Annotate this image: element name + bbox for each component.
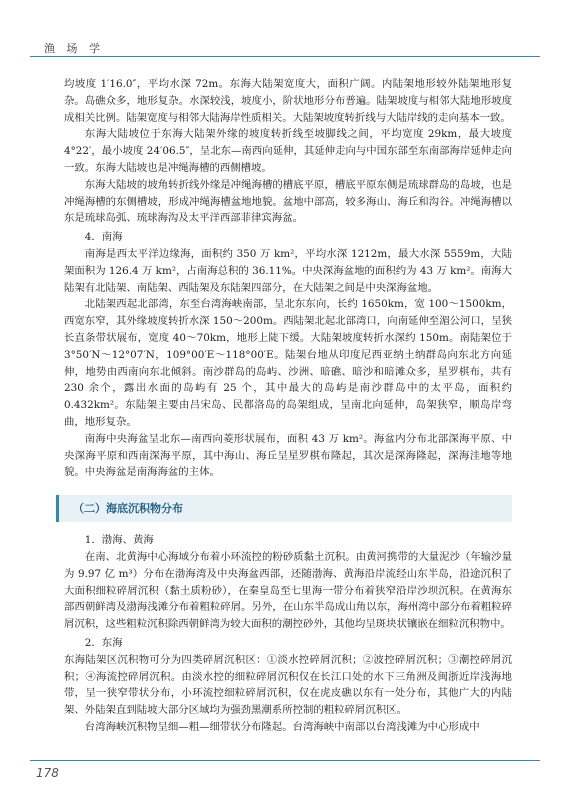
running-title: 渔 场 学 xyxy=(44,42,104,55)
section-heading: （二）海底沉积物分布 xyxy=(56,495,512,522)
paragraph: 北陆架西起北部湾，东至台湾海峡南部，呈北东东向，长约 1650km，宽 100～1500km，西宽东窄，其外缘坡度转折水深 150～200m。西陆架北起北部湾口，向南延伸至湄公河口，呈狭长直条带状展布，宽度 40～70km，地形上陡下缓。大陆架坡度转折水深约 150m。南陆架位于 3°50′N～12°07′N，109°00′E～118°00′E。陆架台地从印度尼西亚纳土纳群岛向东北方向延伸，地势由西南向东北倾斜。南沙群岛的岛屿、沙洲、暗礁、暗沙和暗滩众多，星罗棋布，共有 230 余个，露出水面的岛屿有 25 个，其中最大的岛屿是南沙群岛中的太平岛，面积约 0.432km²。东陆架主要由吕宋岛、民都洛岛的岛架组成，呈南北向延伸，岛架狭窄，顺岛岸弯曲，地形复杂。 xyxy=(64,298,512,428)
body-text xyxy=(64,76,512,736)
footer-rule xyxy=(30,760,540,761)
subsection-heading-bohai: 1．渤海、黄海 xyxy=(84,534,154,547)
subsection-heading-nanhai: 4．南海 xyxy=(84,231,123,244)
paragraph: 东海大陆坡的坡角转折线外缘是冲绳海槽的槽底平原，槽底平原东侧是琉球群岛的岛坡，也是冲绳海槽的东侧槽坡，形成冲绳海槽盆地地貌。盆地中部高，较多海山、海丘和沟谷。冲绳海槽以东是琉球岛弧、琉球海沟及太平洋西部菲律宾海盆。 xyxy=(64,178,512,225)
header-rule xyxy=(30,56,540,57)
paragraph: 东海大陆坡位于东海大陆架外缘的坡度转折线至坡脚线之间，平均宽度 29km，最大坡度 4°22′，最小坡度 24′06.5″，呈北东—南西向延伸，其延伸走向与中国东部至东南部海岸延伸走向一致。东海大陆坡也是冲绳海槽的西侧槽坡。 xyxy=(64,128,512,174)
page-number: 178 xyxy=(36,766,59,780)
paragraph: 南海是西太平洋边缘海，面积约 350 万 km²，平均水深 1212m，最大水深 5559m，大陆架面积为 126.4 万 km²，占南海总积的 36.11%。中央深海盆地的面积约为 43 万 km²。南海大陆架有北陆架、南陆架、西陆架及东陆架四部分，在大陆架之间是中央深海盆地。 xyxy=(64,247,512,294)
page-footer xyxy=(0,748,570,800)
paragraph: 南海中央海盆呈北东—南西向菱形状展布，面积 43 万 km²。海盆内分布北部深海平原、中央深海平原和西南深海平原，其中海山、海丘呈星罗棋布隆起，其次是深海隆起，深海洼地等地貌。中央海盆是南海海盆的主体。 xyxy=(64,432,512,479)
paragraph: 在南、北黄海中心海域分布着小环流控的粉砂质黏土沉积。由黄河携带的大量泥沙（年输沙量为 9.97 亿 m³）分布在渤海湾及中央海盆西部，还随渤海、黄海沿岸流经山东半岛，沿途沉积了大面积细粒碎屑沉积（黏土质粉砂），在秦皇岛至七里海一带分布着狭窄沿岸沙坝沉积。在黄海东部西朝鲜湾及渤海浅滩分布着粗粒碎屑。另外，在山东半岛成山角以东，海州湾中部分布着粗粒碎屑沉积，这些粗粒沉积除西朝鲜湾为较大面积的潮控砂外，其他均呈斑块状镶嵌在细粒沉积物中。 xyxy=(64,550,512,631)
paragraph: 均坡度 1′16.0″，平均水深 72m。东海大陆架宽度大，面积广阔。内陆架地形较外陆架地形复杂。岛礁众多，地形复杂。水深较浅，坡度小，阶状地形分布普遍。陆架坡度与相邻大陆地形坡度成相关比例。陆架宽度与相邻大陆海岸性质相关。大陆架坡度转折线与大陆岸线的走向基本一致。 xyxy=(64,78,512,124)
paragraph: 东海陆架区沉积物可分为四类碎屑沉积区：①淡水控碎屑沉积；②波控碎屑沉积；③潮控碎屑沉积；④海流控碎屑沉积。由淡水控的细粒碎屑沉积仅在长江口处的水下三角洲及闽浙近岸浅海地带，呈一狭窄带状分布，小环流控细粒碎屑沉积，仅在虎皮礁以东有一处分布，其他广大的内陆架、外陆架直到陆坡大部分区域均为强劲黑潮系所控制的粗粒碎屑沉积区。 xyxy=(64,653,512,717)
subsection-heading-donghai: 2．东海 xyxy=(84,636,123,649)
page-header xyxy=(0,0,570,62)
paragraph: 台湾海峡沉积物呈细—粗—细带状分布隆起。台湾海峡中南部以台湾浅滩为中心形成中 xyxy=(84,720,480,733)
